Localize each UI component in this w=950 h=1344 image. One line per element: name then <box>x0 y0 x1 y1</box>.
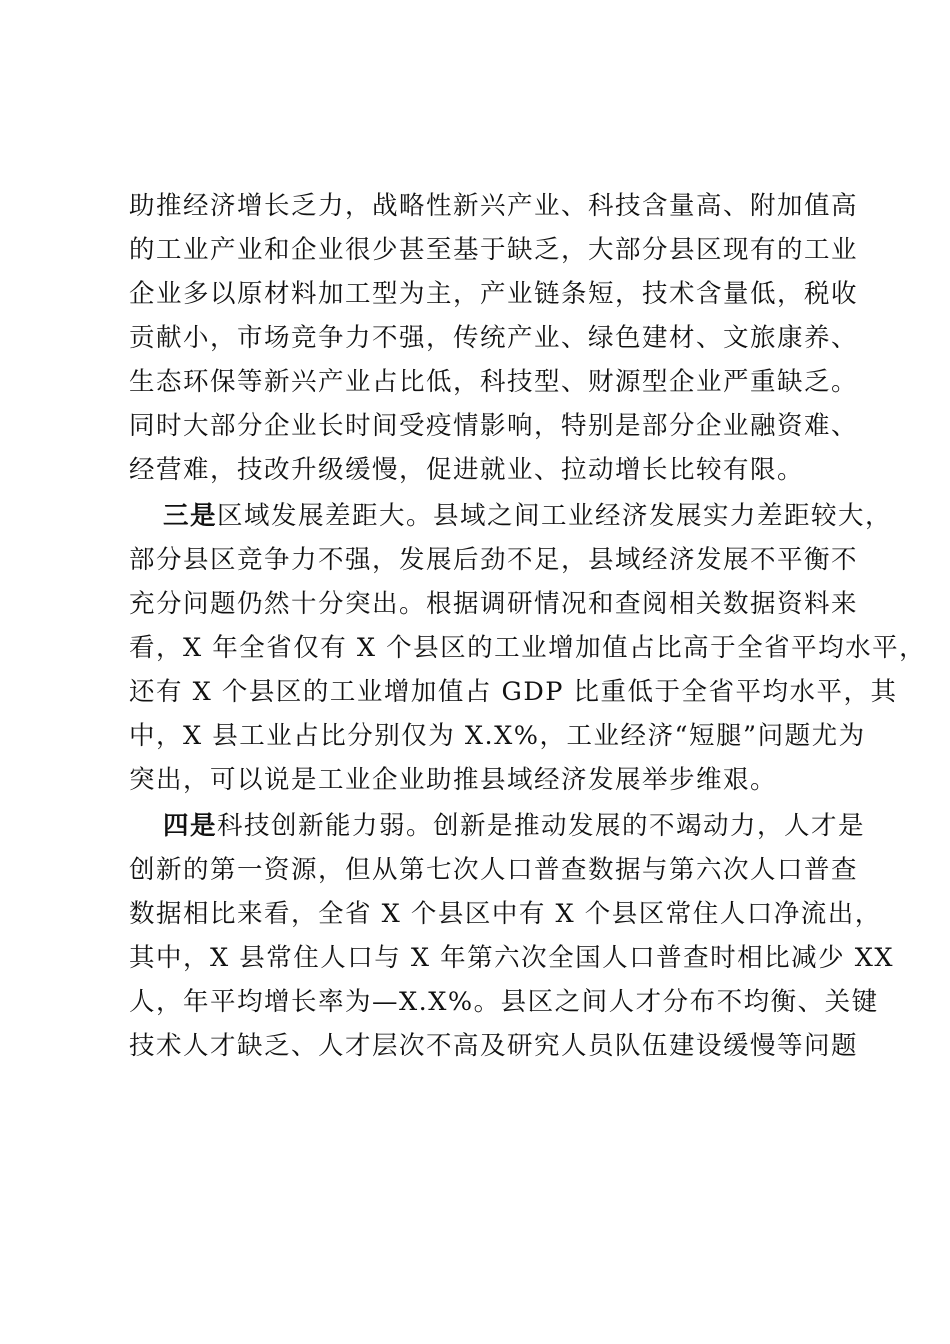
document-body <box>129 184 927 1068</box>
text-line: 经营难，技改升级缓慢，促进就业、拉动增长比较有限。 <box>129 455 805 485</box>
paragraph-first-line: 区域发展差距大。县域之间工业经济发展实力差距较大， <box>217 501 893 531</box>
text-line <box>129 494 893 538</box>
text-line: 看，X 年全省仅有 X 个县区的工业增加值占比高于全省平均水平， <box>129 633 927 663</box>
text-line: 同时大部分企业长时间受疫情影响，特别是部分企业融资难、 <box>129 411 859 441</box>
text-line: 数据相比来看，全省 X 个县区中有 X 个县区常住人口净流出， <box>129 899 882 929</box>
paragraph-lead: 四是 <box>163 811 218 841</box>
paragraph-first-line: 科技创新能力弱。创新是推动发展的不竭动力，人才是 <box>217 811 866 841</box>
text-line <box>129 804 866 848</box>
text-line: 企业多以原材料加工型为主，产业链条短，技术含量低，税收 <box>129 279 859 309</box>
paragraph-industry-weakness <box>129 184 859 492</box>
text-line: 其中，X 县常住人口与 X 年第六次全国人口普查时相比减少 XX <box>129 943 895 973</box>
paragraph-regional-gap <box>129 494 927 802</box>
text-line: 助推经济增长乏力，战略性新兴产业、科技含量高、附加值高 <box>129 191 859 221</box>
text-line: 突出，可以说是工业企业助推县域经济发展举步维艰。 <box>129 765 778 795</box>
paragraph-lead: 三是 <box>163 501 218 531</box>
text-line: 的工业产业和企业很少甚至基于缺乏，大部分县区现有的工业 <box>129 235 859 265</box>
text-line: 还有 X 个县区的工业增加值占 GDP 比重低于全省平均水平，其 <box>129 677 898 707</box>
text-line: 部分县区竞争力不强，发展后劲不足，县域经济发展不平衡不 <box>129 545 859 575</box>
text-line: 充分问题仍然十分突出。根据调研情况和查阅相关数据资料来 <box>129 589 859 619</box>
text-line: 技术人才缺乏、人才层次不高及研究人员队伍建设缓慢等问题 <box>129 1031 859 1061</box>
text-line: 人，年平均增长率为—X.X%。县区之间人才分布不均衡、关键 <box>129 987 879 1017</box>
text-line: 创新的第一资源，但从第七次人口普查数据与第六次人口普查 <box>129 855 859 885</box>
paragraph-innovation-weakness <box>129 804 895 1068</box>
text-line: 贡献小，市场竞争力不强，传统产业、绿色建材、文旅康养、 <box>129 323 859 353</box>
text-line: 生态环保等新兴产业占比低，科技型、财源型企业严重缺乏。 <box>129 367 859 397</box>
text-line: 中，X 县工业占比分别仅为 X.X%，工业经济“短腿”问题尤为 <box>129 721 866 751</box>
